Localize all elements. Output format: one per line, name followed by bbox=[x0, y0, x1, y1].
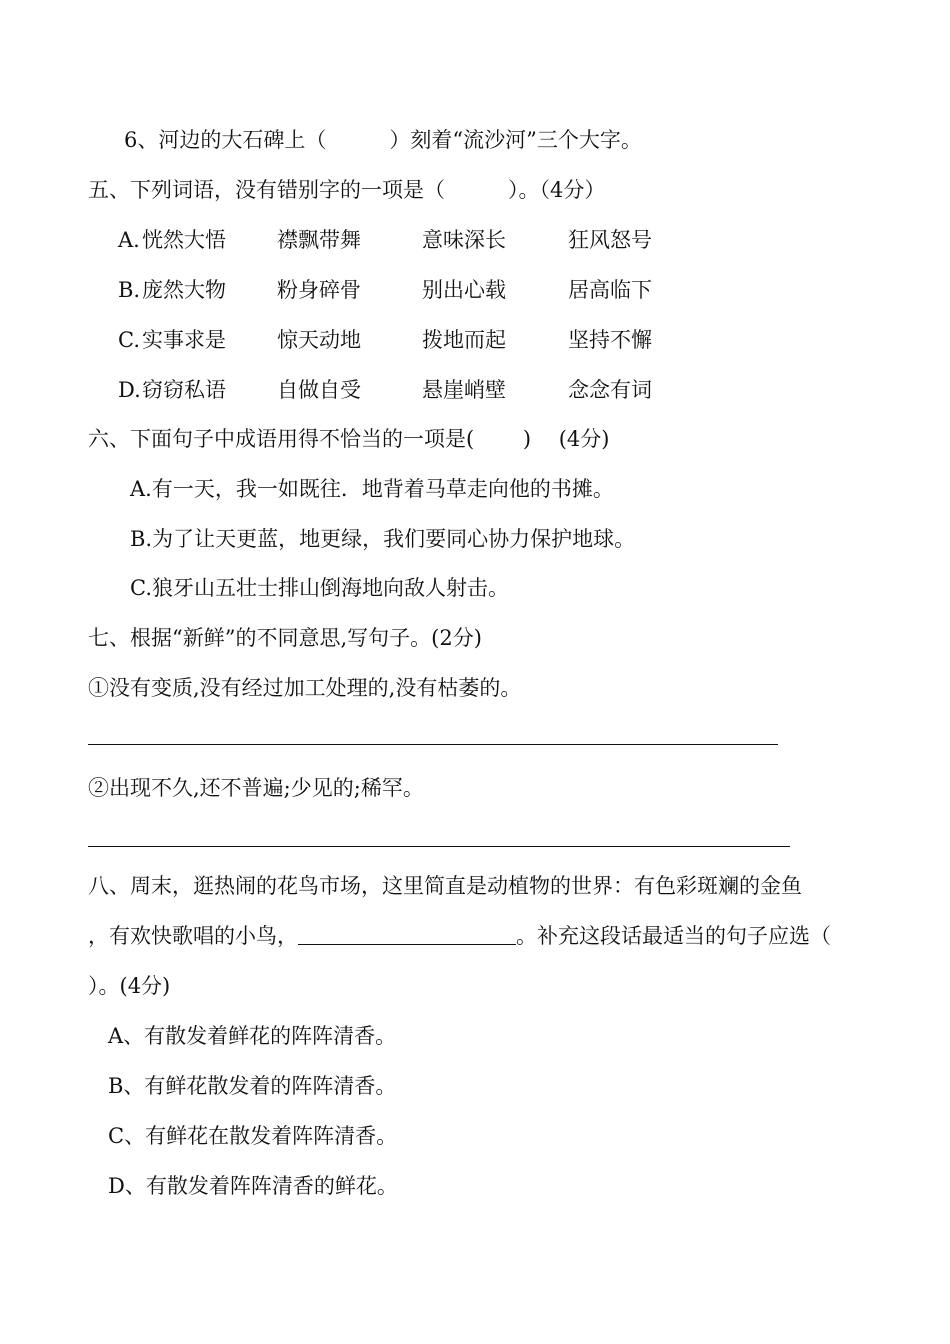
option-word: 坚持不懈 bbox=[568, 328, 652, 352]
section-6-title: 六、下面句子中成语用得不恰当的一项是( ) (4分) bbox=[88, 427, 610, 451]
section-5-title: 五、下列词语，没有错别字的一项是（ ）。（4分） bbox=[88, 178, 606, 202]
option-word: 庞然大物 bbox=[142, 278, 226, 302]
section-6-option-a: A.有一天，我一如既往．地背着马草走向他的书摊。 bbox=[130, 477, 614, 501]
answer-line-1[interactable] bbox=[88, 744, 778, 745]
option-label: D. bbox=[118, 378, 141, 402]
option-word: 别出心载 bbox=[422, 278, 506, 302]
section-6-option-c: C.狼牙山五壮士排山倒海地向敌人射击。 bbox=[130, 576, 509, 600]
option-label: C. bbox=[118, 328, 140, 352]
section-8-line-2-before: ，有欢快歌唱的小鸟， bbox=[88, 924, 298, 948]
section-8-line-2 bbox=[88, 926, 831, 947]
option-word: 惊天动地 bbox=[277, 328, 361, 352]
option-word: 居高临下 bbox=[568, 278, 652, 302]
section-8-option-b: B、有鲜花散发着的阵阵清香。 bbox=[108, 1074, 397, 1098]
option-word: 襟飘带舞 bbox=[277, 228, 361, 252]
section-8-option-a: A、有散发着鲜花的阵阵清香。 bbox=[108, 1024, 397, 1048]
section-8-line-2-after: 。补充这段话最适当的句子应选（ bbox=[516, 924, 831, 948]
section-8-option-d: D、有散发着阵阵清香的鲜花。 bbox=[108, 1174, 398, 1198]
section-7-meaning-2: ②出现不久,还不普遍;少见的;稀罕。 bbox=[88, 776, 424, 800]
option-word: 悬崖峭壁 bbox=[422, 378, 506, 402]
question-6-item: 6、河边的大石碑上（ ）刻着“流沙河”三个大字。 bbox=[124, 128, 642, 152]
option-word: 念念有词 bbox=[568, 378, 652, 402]
option-word: 恍然大悟 bbox=[142, 228, 226, 252]
section-8-line-1: 八、周末，逛热闹的花鸟市场，这里简直是动植物的世界：有色彩斑斓的金鱼 bbox=[88, 874, 802, 898]
option-word: 拨地而起 bbox=[422, 328, 506, 352]
fill-blank[interactable] bbox=[298, 926, 516, 945]
option-word: 意味深长 bbox=[422, 228, 506, 252]
section-8-option-c: C、有鲜花在散发着阵阵清香。 bbox=[108, 1124, 398, 1148]
section-8-line-3: ）。(4分) bbox=[88, 974, 171, 998]
answer-line-2[interactable] bbox=[88, 846, 790, 847]
option-word: 实事求是 bbox=[142, 328, 226, 352]
option-word: 粉身碎骨 bbox=[277, 278, 361, 302]
section-7-title: 七、根据“新鲜”的不同意思,写句子。(2分) bbox=[88, 626, 482, 650]
option-label: A. bbox=[118, 228, 140, 252]
section-7-meaning-1: ①没有变质,没有经过加工处理的,没有枯萎的。 bbox=[88, 676, 522, 700]
option-word: 窃窃私语 bbox=[142, 378, 226, 402]
option-word: 自做自受 bbox=[277, 378, 361, 402]
option-label: B. bbox=[118, 278, 141, 302]
option-word: 狂风怒号 bbox=[568, 228, 652, 252]
section-6-option-b: B.为了让天更蓝，地更绿，我们要同心协力保护地球。 bbox=[130, 527, 636, 551]
